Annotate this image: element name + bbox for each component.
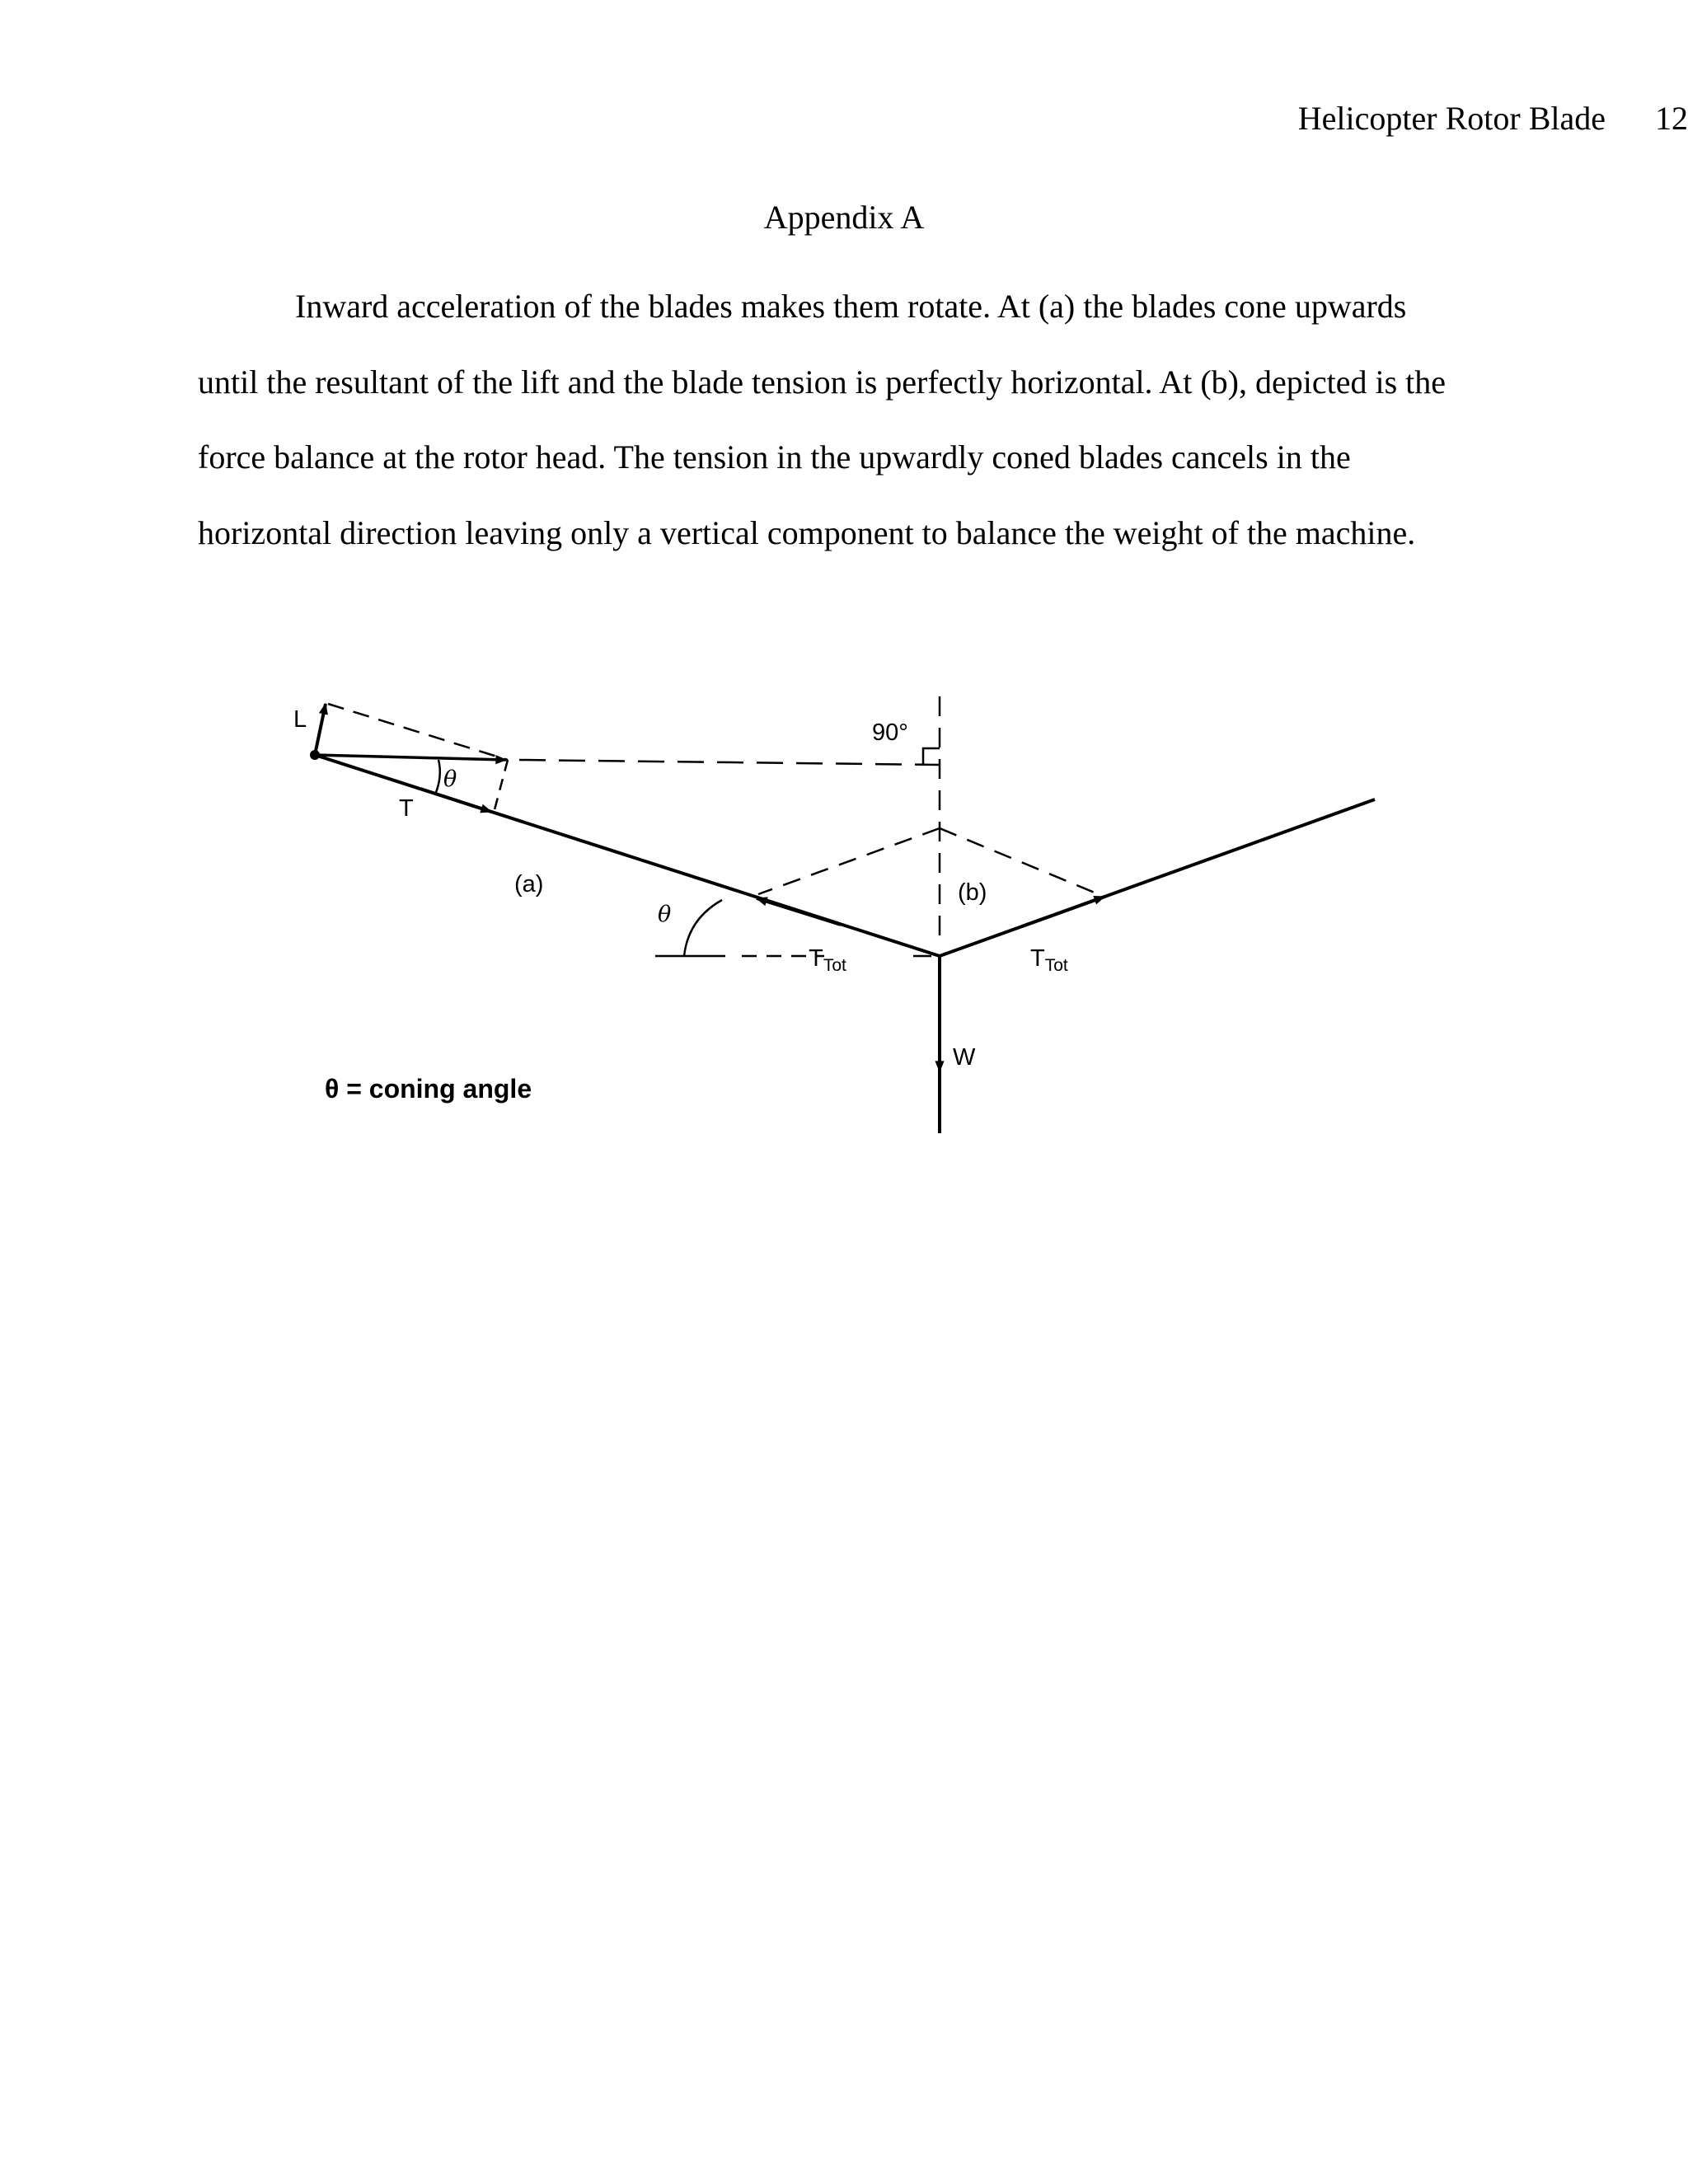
label-panel-a: (a) [514,871,544,898]
label-tension: T [399,795,414,822]
dashed-horizontal [519,760,940,765]
dashed-rhombus-left [758,828,940,894]
label-theta-large: θ [658,902,672,927]
label-right-angle: 90° [872,719,908,746]
label-weight: W [953,1044,976,1071]
label-panel-b: (b) [958,879,987,906]
appendix-heading: Appendix A [763,199,925,236]
running-title: Helicopter Rotor Blade [1297,100,1606,137]
t-total-right-base: T [1030,945,1045,972]
t-total-left-sub: Tot [823,956,846,975]
page-number: 12 [1655,100,1688,137]
force-diagram-svg [280,684,1393,1146]
dashed-lift-side [328,704,508,760]
right-angle-marker [923,748,940,765]
tension-arrow [420,789,491,812]
blade-left [315,755,940,956]
label-t-total-left [809,945,846,975]
running-head [223,97,1688,140]
theta-arc-small [435,760,440,794]
label-lift: L [293,706,307,733]
t-total-right-sub: Tot [1044,956,1068,975]
legend-coning-angle: θ = coning angle [325,1074,532,1104]
force-diagram [280,684,1393,1146]
label-theta-small: θ [443,766,457,792]
t-total-arrow-left [757,898,841,925]
lift-arrow [315,704,326,755]
blade-right [940,799,1375,956]
label-t-total-right [1030,945,1068,975]
dashed-tension-side [493,760,508,816]
t-total-left-base: T [809,945,823,972]
body-paragraph: Inward acceleration of the blades makes them rotate. At (a) the blades cone upwards until the resultant of the lift and the blade tension is perfectly horizontal. At (b), depicted is the force balance at the rotor head. The tension in the upwardly coned blades cancels in the horizontal direction leaving only a vertical component to balance the weight of the machine. [198,288,1447,551]
resultant-arrow [315,755,506,760]
t-total-arrow-right [1022,897,1104,926]
theta-arc-large [684,900,722,956]
